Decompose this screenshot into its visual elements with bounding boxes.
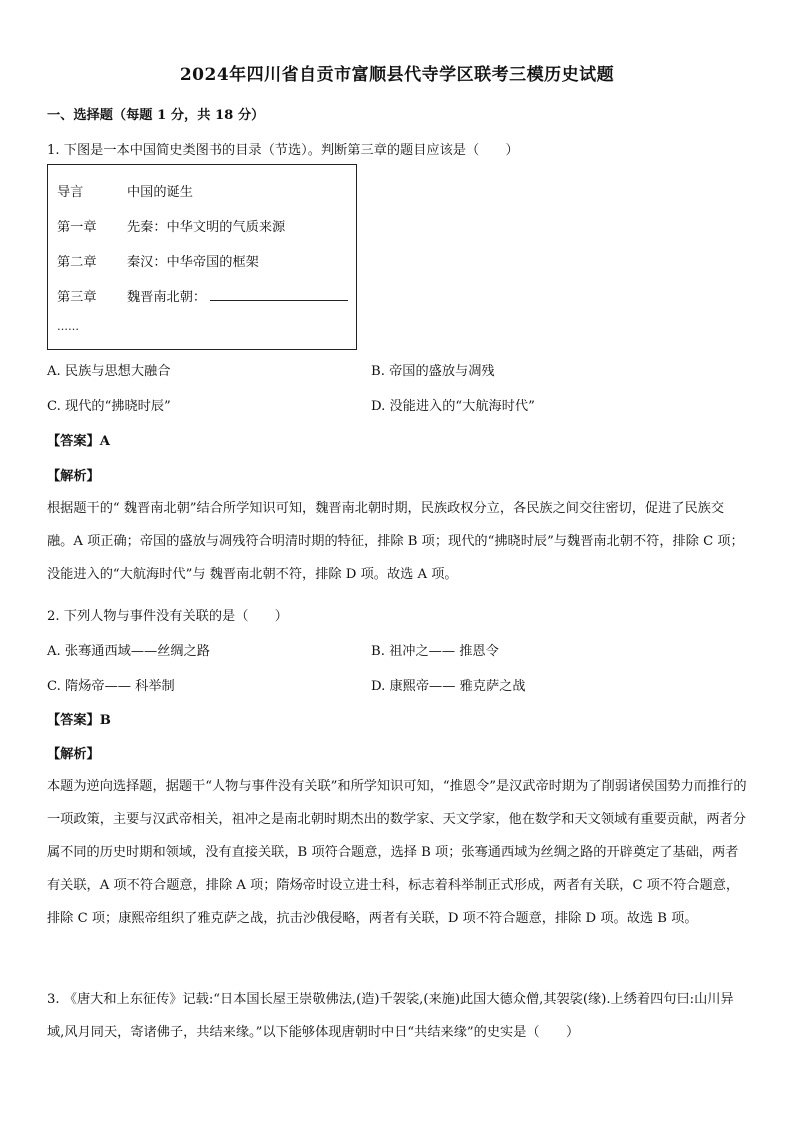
q2-option-a: A. 张骞通西域——丝绸之路 (47, 644, 210, 659)
q2-option-b: B. 祖冲之—— 推恩令 (371, 644, 499, 659)
q1-option-d: D. 没能进入的“大航海时代” (371, 399, 535, 414)
toc-row-intro (57, 181, 193, 200)
toc-row-ch1 (57, 216, 285, 235)
toc-box (47, 164, 357, 350)
q1-option-a: A. 民族与思想大融合 (47, 364, 171, 379)
toc-key: 第二章 (57, 255, 97, 270)
q2-option-c: C. 隋炀帝—— 科举制 (47, 679, 175, 694)
question-1-stem: 1. 下图是一本中国简史类图书的目录（节选）。判断第三章的题目应该是（ ） (47, 143, 519, 158)
toc-ellipsis: …… (57, 320, 79, 333)
q1-option-b: B. 帝国的盛放与凋残 (371, 364, 495, 379)
q2-analysis: 本题为逆向选择题，据题干“人物与事件没有关联”和所学知识可知，“推恩令”是汉武帝时期为了削弱诸侯国势力而推行的一项政策，主要与汉武帝相关，祖冲之是南北朝时期杰出的数学家、天文学家，他在数学和天文领域有重要贡献，两者分属不同的历史时期和领域，没有直接关联，B 项符合题意，选择 B 项；张骞通西域为丝绸之路的开辟奠定了基础，两者有关联，A 项不符合题意，排除 A 项；隋炀帝时设立进士科，标志着科举制正式形成，两者有关联，C 项不符合题意，排除 C 项；康熙帝组织了雅克萨之战，抗击沙俄侵略，两者有关联，D 项不符合题意，排除 D 项。故选 B 项。 (47, 779, 747, 926)
question-3-stem: 3. 《唐大和上东征传》记载:“日本国长屋王崇敬佛法,(造)千袈裟,(来施)此国大德众僧,其袈裟(缘).上绣着四句曰:山川异域,风月同天，寄诸佛子，共结来缘。”以下能够体现唐朝时中日“共结来缘”的史实是（ ） (47, 992, 734, 1040)
q1-analysis-label: 【解析】 (47, 469, 100, 484)
toc-value: 中国的诞生 (127, 185, 193, 200)
q1-analysis: 根据题干的“ 魏晋南北朝”结合所学知识可知，魏晋南北朝时期，民族政权分立，各民族之间交往密切，促进了民族交融。A 项正确；帝国的盛放与凋残符合明清时期的特征，排除 B 项；现代的“拂晓时辰”与魏晋南北朝不符，排除 C 项；没能进入的“大航海时代”与 魏晋南北朝不符，排除 D 项。故选 A 项。 (47, 501, 744, 582)
answer-blank (210, 288, 348, 301)
section-heading: 一、选择题（每题 1 分，共 18 分） (47, 108, 265, 123)
q1-option-c: C. 现代的“拂晓时辰” (47, 399, 171, 414)
q2-answer: 【答案】B (47, 713, 111, 728)
question-2-stem: 2. 下列人物与事件没有关联的是（ ） (47, 609, 288, 624)
toc-value: 魏晋南北朝： (127, 290, 207, 305)
q2-option-d: D. 康熙帝—— 雅克萨之战 (371, 679, 526, 694)
q1-answer: 【答案】A (47, 434, 110, 449)
q2-analysis-label: 【解析】 (47, 747, 100, 762)
toc-row-ch3 (57, 286, 348, 305)
toc-key: 导言 (57, 185, 84, 200)
exam-title: 2024年四川省自贡市富顺县代寺学区联考三模历史试题 (179, 65, 615, 85)
toc-value: 秦汉：中华帝国的框架 (127, 255, 259, 270)
toc-key: 第三章 (57, 290, 97, 305)
toc-key: 第一章 (57, 220, 97, 235)
toc-value: 先秦：中华文明的气质来源 (127, 220, 286, 235)
toc-row-ch2 (57, 251, 259, 270)
